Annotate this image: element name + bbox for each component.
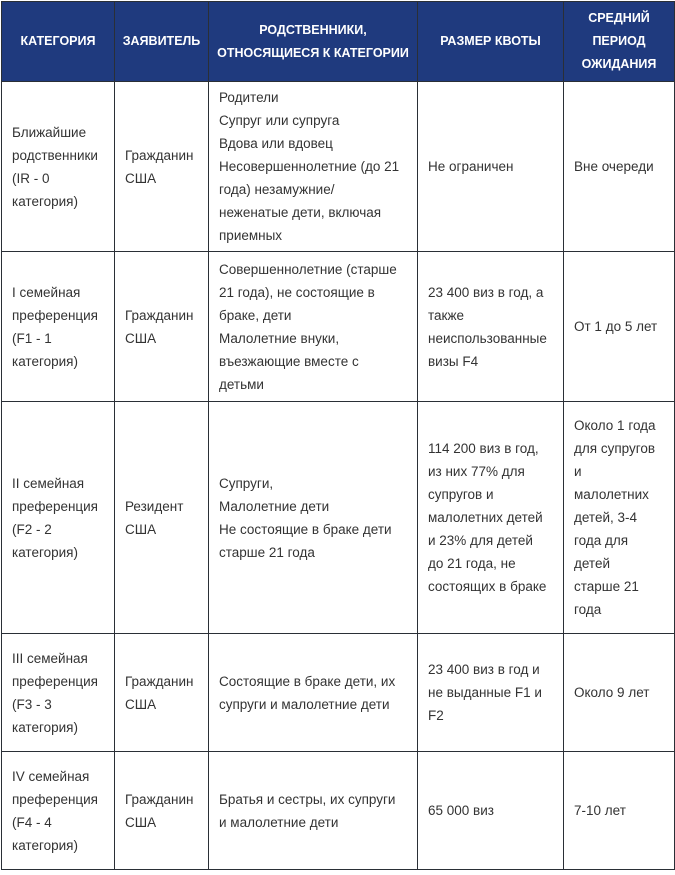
- cell-category: Ближайшие родственники (IR - 0 категория): [2, 82, 115, 252]
- relatives-line: Малолетние внуки, въезжающие вместе с детьми: [219, 330, 359, 392]
- relatives-line: Совершеннолетние (старше 21 года), не состоящие в браке, дети: [219, 261, 397, 323]
- cell-category: IV семейная преференция (F4 - 4 категория): [2, 752, 115, 870]
- family-preference-table: [1, 1, 675, 870]
- cell-applicant: Гражданин США: [115, 82, 209, 252]
- relatives-line: Братья и сестры, их супруги и малолетние дети: [219, 791, 396, 830]
- header-wait: СРЕДНИЙ ПЕРИОД ОЖИДАНИЯ: [564, 2, 675, 82]
- table-row: [2, 634, 675, 752]
- cell-relatives: [209, 252, 418, 402]
- cell-category: II семейная преференция (F2 - 2 категория): [2, 402, 115, 634]
- relatives-line: Малолетние дети: [219, 498, 330, 514]
- cell-applicant: Гражданин США: [115, 252, 209, 402]
- cell-applicant: Гражданин США: [115, 752, 209, 870]
- header-relatives: РОДСТВЕННИКИ, ОТНОСЯЩИЕСЯ К КАТЕГОРИИ: [209, 2, 418, 82]
- header-quota: РАЗМЕР КВОТЫ: [418, 2, 564, 82]
- cell-quota: Не ограничен: [418, 82, 564, 252]
- table-header-row: [2, 2, 675, 82]
- cell-quota: 114 200 виз в год, из них 77% для супругов и малолетних детей и 23% для детей до 21 года, не состоящих в браке: [418, 402, 564, 634]
- table-row: [2, 752, 675, 870]
- cell-relatives: [209, 82, 418, 252]
- header-applicant: ЗАЯВИТЕЛЬ: [115, 2, 209, 82]
- table-row: [2, 82, 675, 252]
- cell-applicant: Резидент США: [115, 402, 209, 634]
- header-category: КАТЕГОРИЯ: [2, 2, 115, 82]
- cell-wait: От 1 до 5 лет: [564, 252, 675, 402]
- relatives-line: Вдова или вдовец: [219, 136, 333, 151]
- cell-relatives: [209, 402, 418, 634]
- relatives-line: Не состоящие в браке дети старше 21 года: [219, 521, 392, 560]
- cell-quota: 23 400 виз в год, а также неиспользованные визы F4: [418, 252, 564, 402]
- table-row: [2, 252, 675, 402]
- cell-category: I семейная преференция (F1 - 1 категория): [2, 252, 115, 402]
- relatives-line: Родители: [219, 90, 279, 105]
- cell-category: III семейная преференция (F3 - 3 категория): [2, 634, 115, 752]
- cell-wait: 7-10 лет: [564, 752, 675, 870]
- relatives-line: Несовершеннолетние (до 21 года) незамужние/ неженатые дети, включая приемных: [219, 159, 400, 243]
- cell-relatives: [209, 634, 418, 752]
- cell-wait: Вне очереди: [564, 82, 675, 252]
- cell-wait: Около 1 года для супругов и малолетних детей, 3-4 года для детей старше 21 года: [564, 402, 675, 634]
- cell-relatives: [209, 752, 418, 870]
- relatives-line: Супруг или супруга: [219, 113, 340, 128]
- cell-quota: 23 400 виз в год и не выданные F1 и F2: [418, 634, 564, 752]
- cell-wait: Около 9 лет: [564, 634, 675, 752]
- relatives-line: Супруги,: [219, 475, 274, 491]
- table-row: [2, 402, 675, 634]
- relatives-line: Состоящие в браке дети, их супруги и малолетние дети: [219, 673, 396, 712]
- cell-applicant: Гражданин США: [115, 634, 209, 752]
- cell-quota: 65 000 виз: [418, 752, 564, 870]
